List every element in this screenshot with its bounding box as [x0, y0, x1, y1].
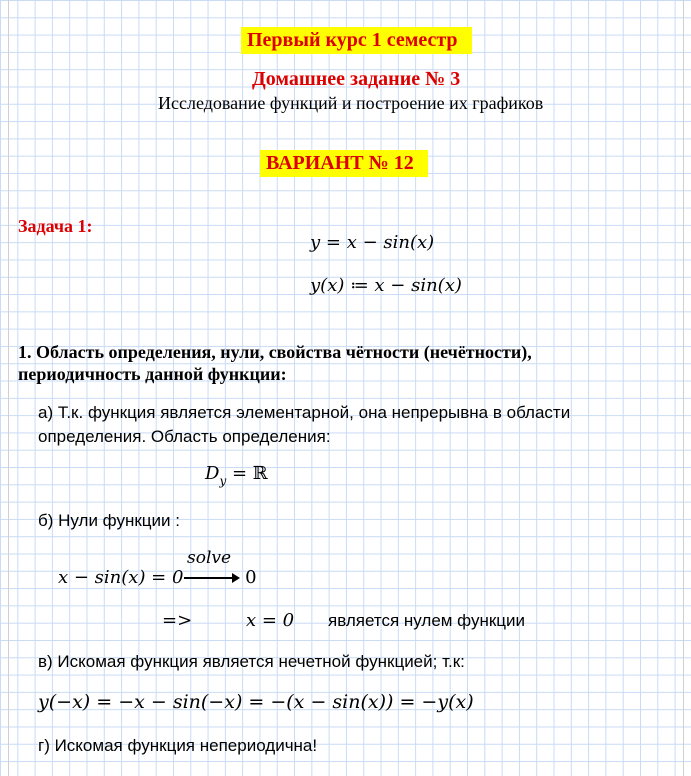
solve-block: [58, 567, 257, 588]
item-c-label: в) Искомая функция является нечетной функцией; т.к:: [38, 652, 465, 671]
variant-title: ВАРИАНТ № 12: [260, 150, 428, 177]
solve-equation: x − sin(x) = 0: [58, 567, 184, 588]
domain-formula: [205, 463, 268, 488]
item-a-line1: а) Т.к. функция является элементарной, она непрерывна в области: [38, 403, 571, 422]
domain-D: D: [205, 463, 220, 484]
domain-sub: y: [219, 474, 227, 488]
item-a-line2: определения. Область определения:: [38, 427, 331, 446]
section1-heading-line1: 1. Область определения, нули, свойства чётности (нечётности),: [18, 342, 532, 362]
formula-2: y(x) ≔ x − sin(x): [310, 275, 462, 296]
page-right-border: [683, 0, 684, 776]
formula-1: y = x − sin(x): [310, 232, 435, 253]
task-label: Задача 1:: [18, 216, 93, 236]
solve-label: solve: [187, 548, 232, 568]
solve-result: 0: [245, 567, 257, 588]
domain-rest: = ℝ: [226, 463, 268, 484]
odd-equation: y(−x) = −x − sin(−x) = −(x − sin(x)) = −y(x): [38, 691, 474, 713]
solve-arrow-icon: [184, 577, 238, 579]
zero-text: является нулем функции: [328, 611, 526, 630]
item-d-label: г) Искомая функция непериодична!: [38, 736, 318, 755]
implies-arrow: =>: [162, 610, 193, 631]
course-title: Первый курс 1 семестр: [241, 27, 472, 54]
section1-heading-line2: периодичность данной функции:: [18, 364, 287, 384]
item-b-label: б) Нули функции :: [38, 511, 180, 530]
zero-equation: x = 0: [246, 610, 295, 631]
topic-subtitle: Исследование функций и построение их графиков: [158, 93, 544, 113]
page-left-border: [8, 0, 9, 776]
homework-title: Домашнее задание № 3: [252, 68, 461, 90]
